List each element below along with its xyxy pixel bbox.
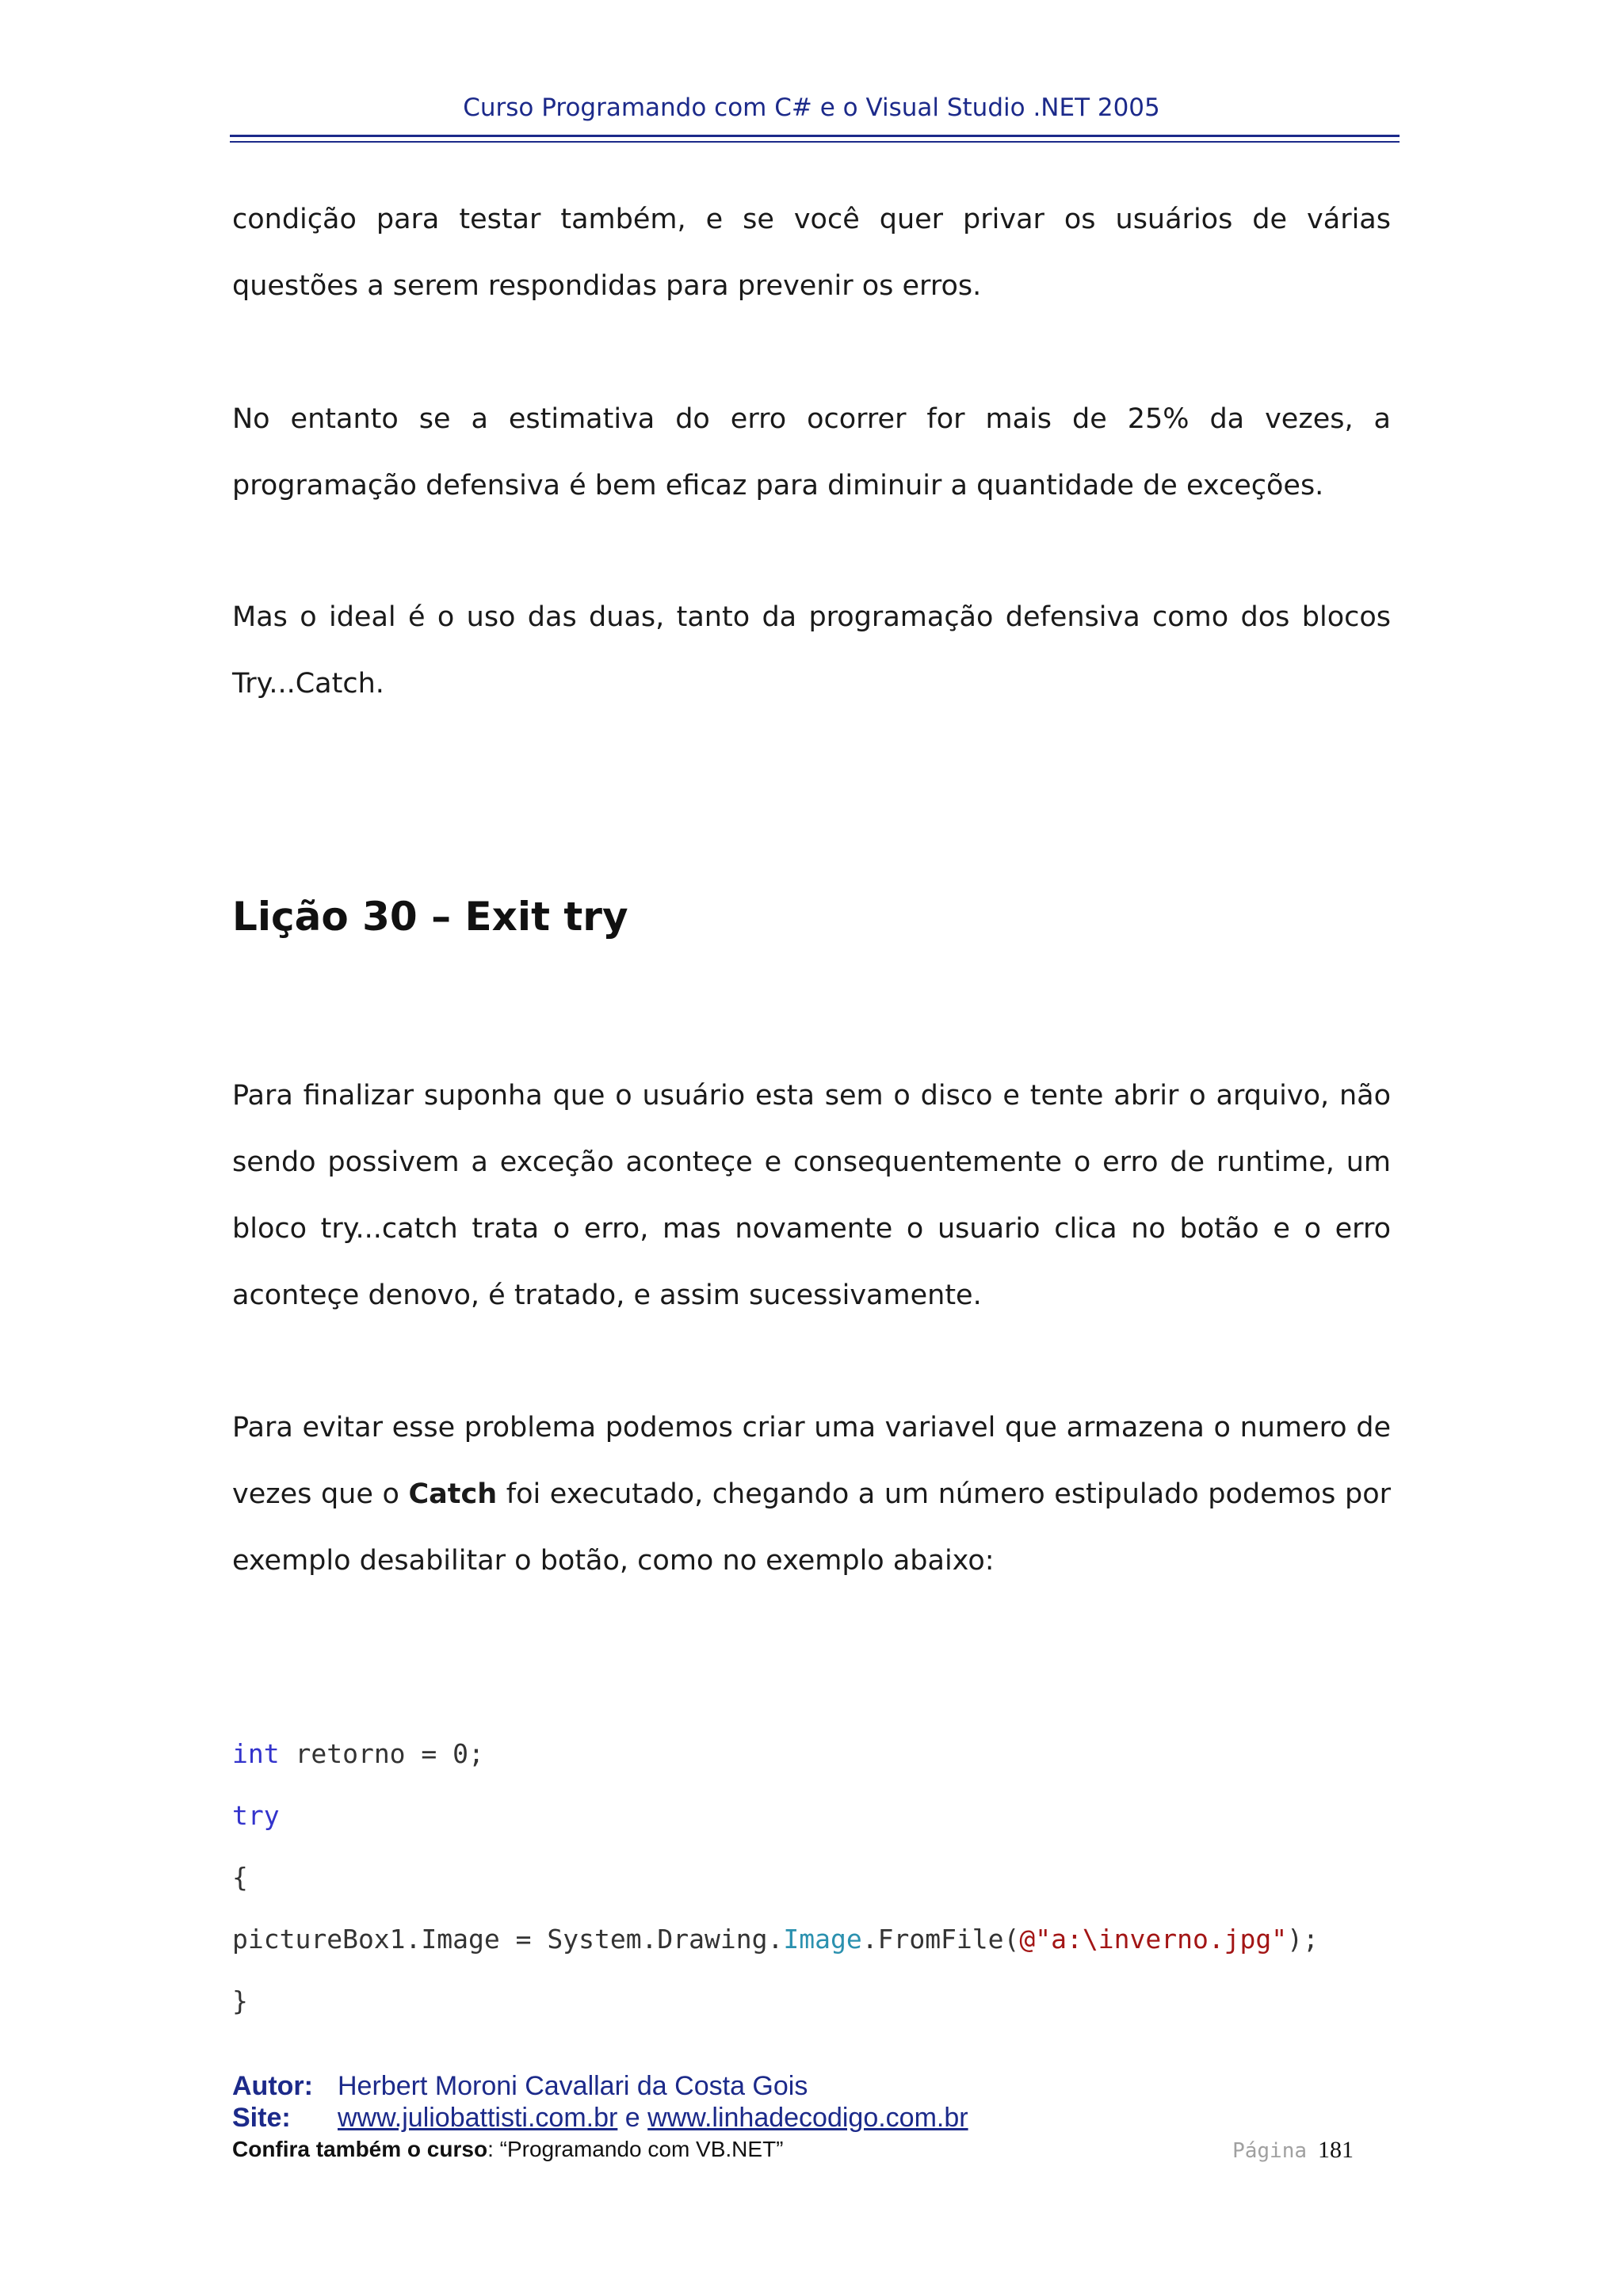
footer-link-linhadecodigo[interactable]: www.linhadecodigo.com.br: [647, 2103, 968, 2133]
footer-link-juliobattisti[interactable]: www.juliobattisti.com.br: [338, 2103, 618, 2133]
header-rule-top: [230, 135, 1400, 137]
footer-site: [232, 2103, 968, 2134]
code-keyword-int: int: [232, 1738, 280, 1769]
code-string: @"a:\inverno.jpg": [1019, 1924, 1288, 1955]
paragraph-5: [232, 1394, 1391, 1594]
page-label: Página: [1232, 2139, 1307, 2163]
code-type-image: Image: [783, 1924, 862, 1955]
paragraph-2: No entanto se a estimativa do erro ocorrer for mais de 25% da vezes, a programação defensiva é bem eficaz para diminuir a quantidade de exceções.: [232, 403, 1391, 502]
code-text: );: [1287, 1924, 1319, 1955]
paragraph-1: condição para testar também, e se você quer privar os usuários de várias questões a serem respondidas para prevenir os erros.: [232, 204, 1391, 302]
footer-also-label: Confira também o curso: [232, 2137, 488, 2161]
code-keyword-try: try: [232, 1800, 280, 1831]
page-number: [1232, 2137, 1354, 2164]
code-text: pictureBox1.Image = System.Drawing.: [232, 1924, 784, 1955]
code-line-3: {: [232, 1862, 248, 1893]
lesson-title: Lição 30 – Exit try: [232, 894, 628, 940]
code-line-4: [232, 1924, 1319, 1955]
paragraph-4: Para finalizar suponha que o usuário esta sem o disco e tente abrir o arquivo, não sendo possivem a exceção aconteçe e consequentemente o erro de runtime, um bloco try...catch trata o erro, mas novamente o usuario clica no botão e o erro aconteçe denovo, é tratado, e assim sucessivamente.: [232, 1080, 1391, 1311]
paragraph-3: Mas o ideal é o uso das duas, tanto da programação defensiva como dos blocos Try...Catch.: [232, 601, 1391, 700]
code-line-1: [232, 1738, 484, 1769]
footer-also-course: [232, 2137, 784, 2162]
footer-site-label: Site:: [232, 2103, 291, 2133]
footer-also-value: : “Programando com VB.NET”: [487, 2137, 784, 2161]
code-text: .FromFile(: [861, 1924, 1020, 1955]
paragraph-5-text-a: Para evitar esse problema podemos criar uma variavel que armazena o numero de vezes que o: [232, 1412, 1391, 1510]
footer-author-name: Herbert Moroni Cavallari da Costa Gois: [338, 2071, 808, 2101]
code-line-2: [232, 1800, 280, 1831]
page-header-title: Curso Programando com C# e o Visual Studio .NET 2005: [463, 93, 1160, 122]
footer-author: [232, 2071, 808, 2102]
code-text: retorno = 0;: [279, 1738, 484, 1769]
code-line-5: }: [232, 1985, 248, 2016]
page-number-value: 181: [1318, 2137, 1354, 2163]
footer-author-label: Autor:: [232, 2071, 313, 2101]
paragraph-5-text-b: foi executado, chegando a um número estipulado podemos por exemplo desabilitar o botão, como no exemplo abaixo:: [232, 1478, 1392, 1577]
footer-site-connector: e: [617, 2103, 648, 2133]
catch-keyword-bold: Catch: [408, 1478, 498, 1510]
header-rule-bottom: [230, 141, 1400, 143]
